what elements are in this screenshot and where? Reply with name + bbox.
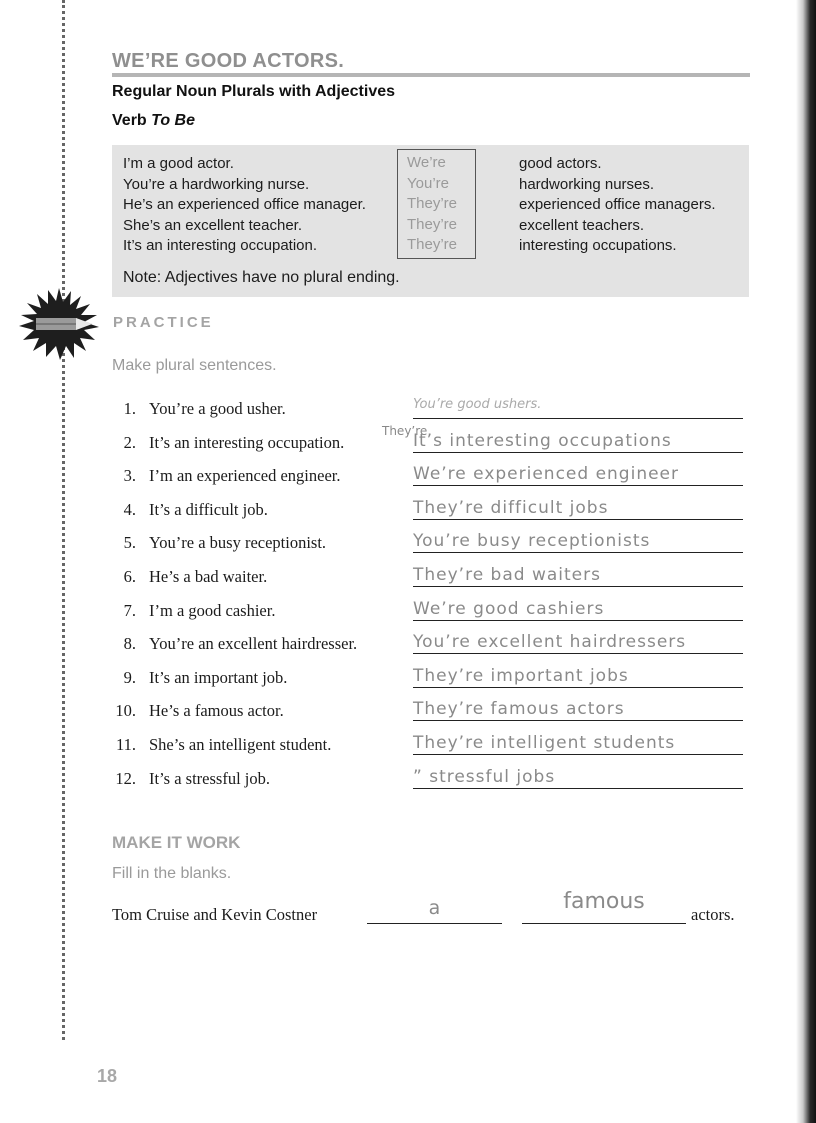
- practice-heading: PRACTICE: [113, 314, 214, 331]
- answer-field[interactable]: You’re excellent hairdressers: [413, 632, 743, 654]
- exercise-item: [108, 597, 748, 631]
- page-spine-shadow: [796, 0, 816, 1123]
- singular-sentence: It’s an interesting occupation.: [123, 237, 318, 254]
- plural-pronoun: They’re: [407, 236, 458, 253]
- verb-heading: [112, 112, 195, 130]
- blank-field-2[interactable]: famous: [522, 889, 686, 924]
- sentence-end: actors.: [691, 905, 735, 924]
- binder-edge-dots: [62, 0, 65, 1040]
- plural-phrase: interesting occupations.: [519, 237, 677, 254]
- item-prompt: It’s a difficult job.: [149, 499, 268, 519]
- answer-field[interactable]: They’re important jobs: [413, 666, 743, 688]
- plural-pronoun: We’re: [407, 154, 446, 171]
- item-prompt: He’s a famous actor.: [149, 701, 284, 721]
- item-prompt: It’s an important job.: [149, 667, 288, 687]
- answer-field[interactable]: ” stressful jobs: [413, 767, 743, 789]
- exercise-item: [108, 765, 748, 799]
- exercise-item: [108, 630, 748, 664]
- item-number: 10.: [115, 701, 136, 721]
- exercise-item: [108, 731, 748, 765]
- exercise-item: [108, 697, 748, 731]
- grammar-box: [112, 145, 749, 297]
- plural-phrases: [519, 154, 716, 257]
- item-prompt: He’s a bad waiter.: [149, 566, 268, 586]
- grammar-note: Note: Adjectives have no plural ending.: [123, 269, 400, 286]
- blank-field-1[interactable]: a: [367, 897, 502, 924]
- singular-sentence: I’m a good actor.: [123, 155, 234, 172]
- item-prompt: I’m an experienced engineer.: [149, 466, 341, 486]
- item-prompt: It’s an interesting occupation.: [149, 432, 345, 452]
- plural-phrase: good actors.: [519, 155, 602, 172]
- practice-exercise-list: [108, 395, 748, 798]
- answer-field[interactable]: They’re famous actors: [413, 699, 743, 721]
- item-number: 1.: [123, 399, 136, 418]
- item-prompt: You’re a busy receptionist.: [149, 533, 327, 553]
- item-number: 9.: [123, 667, 136, 687]
- exercise-item: [108, 529, 748, 563]
- verb-prefix: Verb: [112, 112, 152, 129]
- exercise-item: [108, 429, 748, 463]
- exercise-item: [108, 664, 748, 698]
- plural-pronoun: You’re: [407, 174, 449, 192]
- answer-field[interactable]: They’re intelligent students: [413, 733, 743, 755]
- answer-field[interactable]: It’s interesting occupations: [413, 431, 743, 453]
- singular-sentence: You’re a hardworking nurse.: [123, 175, 310, 193]
- practice-instruction: Make plural sentences.: [112, 357, 277, 374]
- item-prompt: You’re a good usher.: [149, 399, 286, 418]
- fill-in-sentence: [112, 889, 752, 927]
- item-number: 7.: [123, 600, 136, 620]
- pencil-burst-icon: [18, 288, 100, 360]
- item-number: 3.: [123, 466, 136, 486]
- exercise-item: [108, 462, 748, 496]
- item-number: 2.: [123, 432, 136, 452]
- answer-field[interactable]: We’re good cashiers: [413, 599, 743, 621]
- item-prompt: She’s an intelligent student.: [149, 734, 332, 754]
- item-prompt: You’re an excellent hairdresser.: [149, 634, 358, 654]
- exercise-item: [108, 395, 748, 429]
- handwritten-insert: They’re: [382, 424, 428, 438]
- make-it-work-instruction: Fill in the blanks.: [112, 865, 232, 882]
- page-number: 18: [97, 1066, 118, 1086]
- item-prompt: I’m a good cashier.: [149, 600, 276, 620]
- item-number: 11.: [115, 734, 136, 754]
- title-rule: [112, 73, 750, 77]
- item-number: 4.: [123, 499, 136, 519]
- item-number: 8.: [123, 634, 136, 654]
- page-title: WE’RE GOOD ACTORS.: [112, 50, 345, 72]
- item-number: 5.: [123, 533, 136, 553]
- plural-phrase: hardworking nurses.: [519, 175, 655, 193]
- item-prompt: It’s a stressful job.: [149, 768, 270, 788]
- plural-pronouns-box: [397, 149, 476, 259]
- item-number: 6.: [123, 566, 136, 586]
- answer-field[interactable]: You’re busy receptionists: [413, 531, 743, 553]
- sentence-start: Tom Cruise and Kevin Costner: [112, 905, 318, 924]
- answer-field[interactable]: You’re good ushers.: [413, 397, 743, 419]
- singular-sentence: He’s an experienced office manager.: [123, 196, 366, 213]
- make-it-work-heading: MAKE IT WORK: [112, 833, 241, 852]
- item-number: 12.: [115, 768, 136, 788]
- answer-field[interactable]: They’re bad waiters: [413, 565, 743, 587]
- exercise-item: [108, 496, 748, 530]
- plural-pronoun: They’re: [407, 215, 458, 233]
- exercise-item: [108, 563, 748, 597]
- singular-sentences: [123, 154, 366, 257]
- answer-field[interactable]: We’re experienced engineer: [413, 464, 743, 486]
- plural-phrase: experienced office managers.: [519, 196, 716, 213]
- answer-field[interactable]: They’re difficult jobs: [413, 498, 743, 520]
- singular-sentence: She’s an excellent teacher.: [123, 216, 303, 234]
- verb-name: To Be: [151, 112, 195, 129]
- lesson-subtitle: Regular Noun Plurals with Adjectives: [112, 83, 396, 100]
- plural-pronoun: They’re: [407, 195, 458, 212]
- plural-phrase: excellent teachers.: [519, 216, 645, 234]
